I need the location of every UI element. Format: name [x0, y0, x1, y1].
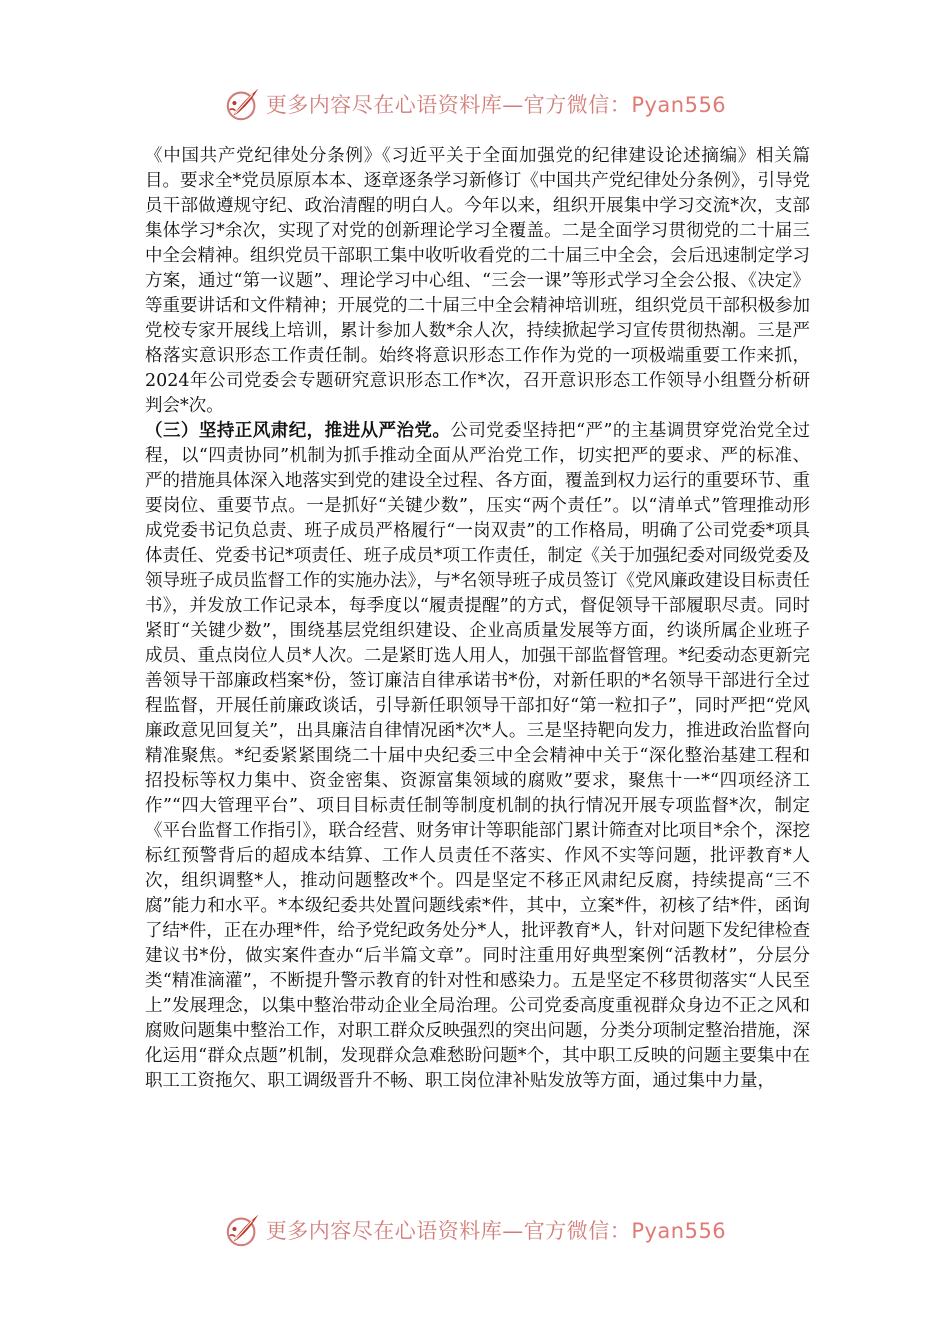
wechat-id: Pyan556 [631, 93, 727, 117]
footer-banner [0, 1208, 950, 1252]
paragraph: （三）坚持正风肃纪，推进从严治党。公司党委坚持把“严”的主基调贯穿党治党全过程，以“四责协同”机制为抓手推动全面从严治党工作，切实把严的要求、严的标准、严的措施具体深入地落实到党的建设全过程、各方面，覆盖到权力运行的重要环节、重要岗位、重要节点。一是抓好“关键少数”，压实“两个责任”。以“清单式”管理推动形成党委书记负总责、班子成员严格履行“一岗双责”的工作格局，明确了公司党委*项具体责任、党委书记*项责任、班子成员*项工作责任，制定《关于加强纪委对同级党委及领导班子成员监督工作的实施办法》，与*名领导班子成员签订《党风廉政建设目标责任书》，并发放工作记录本，每季度以“履责提醒”的方式，督促领导干部履职尽责。同时紧盯“关键少数”，围绕基层党组织建设、企业高质量发展等方面，约谈所属企业班子成员、重点岗位人员*人次。二是紧盯选人用人，加强干部监督管理。*纪委动态更新完善领导干部廉政档案*份，签订廉洁自律承诺书*份，对新任职的*名领导干部进行全过程监督，开展任前廉政谈话，引导新任职领导干部扣好“第一粒扣子”，同时严把“党风廉政意见回复关”，出具廉洁自律情况函*次*人。三是坚持靶向发力，推进政治监督向精准聚焦。*纪委紧紧围绕二十届中央纪委三中全会精神中关于“深化整治基建工程和招投标等权力集中、资金密集、资源富集领域的腐败”要求，聚焦十一*“四项经济工作”“四大管理平台”、项目目标责任制等制度机制的执行情况开展专项监督*次，制定《平台监督工作指引》，联合经营、财务审计等职能部门累计筛查对比项目*余个，深挖标红预警背后的超成本结算、工作人员责任不落实、作风不实等问题，批评教育*人次，组织调整*人，推动问题整改*个。四是坚定不移正风肃纪反腐，持续提高“三不腐”能力和水平。*本级纪委共处置问题线索*件，其中，立案*件，初核了结*件，函询了结*件，正在办理*件，给予党纪政务处分*人，批评教育*人，针对问题下发纪律检查建议书*份，做实案件查办“后半篇文章”。同时注重用好典型案例“活教材”，分层分类“精准滴灌”，不断提升警示教育的针对性和感染力。五是坚定不移贯彻落实“人民至上”发展理念，以集中整治带动企业全局治理。公司党委高度重视群众身边不正之风和腐败问题集中整治工作，对职工群众反映强烈的突出问题，分类分项制定整治措施，深化运用“群众点题”机制，发现群众急难愁盼问题*个，其中职工反映的问题主要集中在职工工资拖欠、职工调级晋升不畅、职工岗位津补贴发放等方面，通过集中力量， [145, 421, 810, 1091]
section-heading: （三）坚持正风肃纪，推进从严治党。 [145, 421, 451, 441]
feather-pen-logo-icon [224, 85, 262, 123]
banner-text: 更多内容尽在心语资料库—官方微信：Pyan556 [265, 93, 727, 117]
header-banner [0, 82, 950, 126]
wechat-id: Pyan556 [631, 1219, 727, 1243]
banner-text: 更多内容尽在心语资料库—官方微信：Pyan556 [265, 1219, 727, 1243]
feather-pen-logo-icon [224, 1211, 262, 1249]
paragraph: 《中国共产党纪律处分条例》《习近平关于全面加强党的纪律建设论述摘编》相关篇目。要求全*党员原原本本、逐章逐条学习新修订《中国共产党纪律处分条例》，引导党员干部做遵规守纪、政治清醒的明白人。今年以来，组织开展集中学习交流*次，支部集体学习*余次，实现了对党的创新理论学习全覆盖。二是全面学习贯彻党的二十届三中全会精神。组织党员干部职工集中收听收看党的二十届三中全会，会后迅速制定学习方案，通过“第一议题”、理论学习中心组、“三会一课”等形式学习全会公报、《决定》等重要讲话和文件精神；开展党的二十届三中全会精神培训班，组织党员干部积极参加党校专家开展线上培训，累计参加人数*余人次，持续掀起学习宣传贯彻热潮。三是严格落实意识形态工作责任制。始终将意识形态工作作为党的一项极端重要工作来抓，2024年公司党委会专题研究意识形态工作*次，召开意识形态工作领导小组暨分析研判会*次。 [145, 146, 810, 416]
document-body [145, 144, 810, 1094]
